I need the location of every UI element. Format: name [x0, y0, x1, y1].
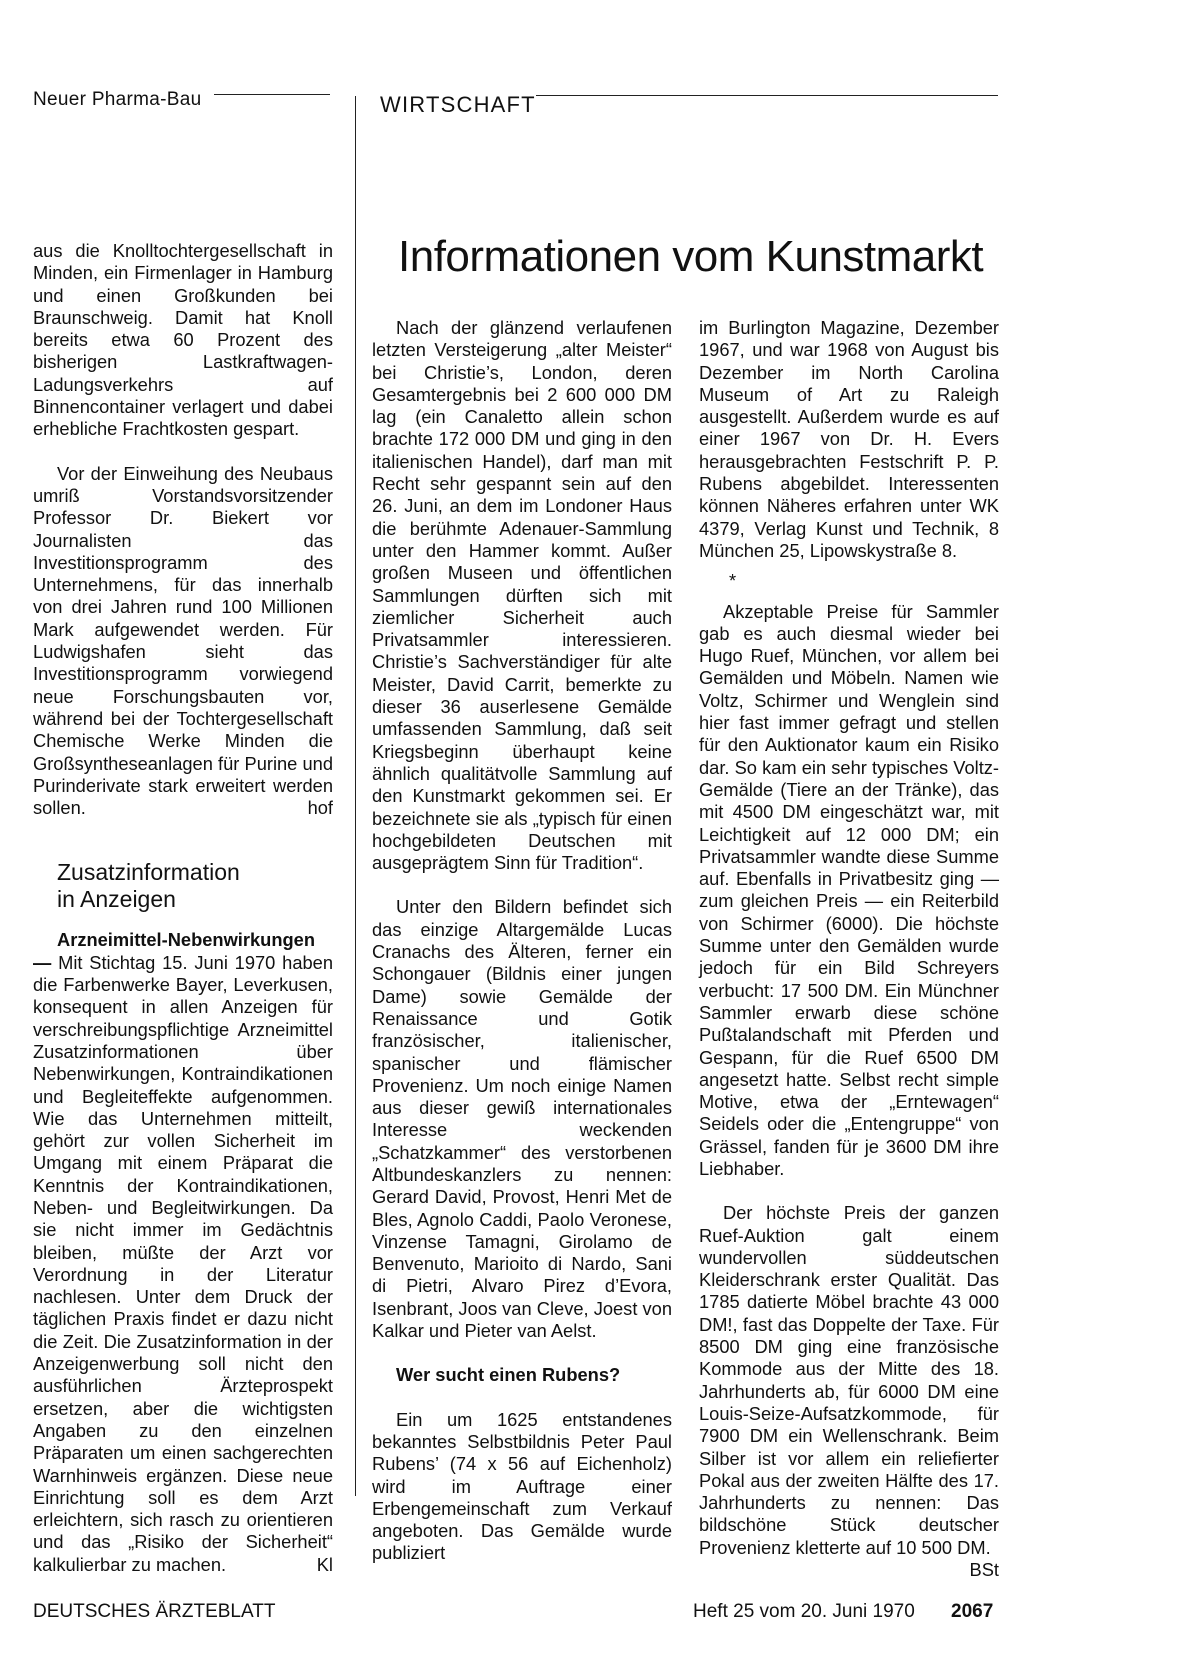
left-column — [33, 240, 333, 1576]
left-paragraph-2-text: Vor der Einweihung des Neubaus umriß Vorstandsvorsitzender Professor Dr. Biekert vor Journalisten das Investitionsprogramm des Unternehmens, für das innerhalb von drei Jahren rund 100 Millionen Mark aufgewendet werden. Für Ludwigshafen sieht das Investitionsprogramm vorwiegend neue Forschungsbauten vor, während bei der Tochtergesellschaft Chemische Werke Minden die Großsyntheseanlagen für Purine und Purinderivate stark erweitert werden sollen. — [33, 462, 333, 819]
left-paragraph-1: aus die Knolltochtergesellschaft in Minden, ein Firmenlager in Hamburg und einen Großkunden bei Braunschweig. Damit hat Knoll bereits etwa 60 Prozent des bisherigen Lastkraftwagen-Ladungsverkehrs auf Binnencontainer verlagert und dabei erhebliche Frachtkosten gespart. — [33, 240, 333, 440]
middle-column — [372, 317, 672, 1565]
right-paragraph-3-text: Der höchste Preis der ganzen Ruef-Auktion galt einem wundervollen süddeutschen Kleiderschrank erster Qualität. Das 1785 datierte Möbel brachte 43 000 DM!, fast das Doppelte der Taxe. Für 8500 DM ging eine französische Kommode aus der Mitte des 18. Jahrhunderts ab, für 6000 DM eine Louis-Seize-Aufsatzkommode, für 7900 DM ein Wellenschrank. Beim Silber ist vor allem ein reliefierter Pokal aus der zweiten Hälfte des 17. Jahrhunderts zu nennen: Das bildschöne Stück deutscher Provenienz kletterte auf 10 500 DM. — [699, 1202, 999, 1558]
left-lead-bold: Arzneimittel-Nebenwirkungen — — [33, 929, 315, 973]
left-subhead-line-1: Zusatzinformation — [57, 859, 240, 886]
middle-paragraph-3: Ein um 1625 entstandenes bekanntes Selbstbildnis Peter Paul Rubens’ (74 x 56 auf Eichenholz) wird im Auftrage einer Erbengemeinschaft zum Verkauf angeboten. Das Gemälde wurde publiziert — [372, 1408, 672, 1564]
middle-paragraph-2: Unter den Bildern befindet sich das einzige Altargemälde Lucas Cranachs des Älteren, ferner ein Schongauer (Bildnis einer jungen Dame) sowie Gemälde der Renaissance und Gotik französischer, italienischer, spanischer und flämischer Provenienz. Um noch einige Namen aus dieser gewiß internationales Interesse weckenden „Schatzkammer“ des verstorbenen Altbundeskanzlers zu nennen: Gerard David, Provost, Henri Met de Bles, Agnolo Caddi, Paolo Veronese, Vinzense Tamagni, Girolamo de Benvenuto, Marioito di Nardo, Sani di Pietri, Alvaro Pirez d’Evora, Isenbrant, Joos van Cleve, Joest von Kalkar und Pieter van Aelst. — [372, 896, 672, 1342]
right-paragraph-3 — [699, 1202, 999, 1581]
right-column — [699, 317, 999, 1581]
left-subhead-line-2: in Anzeigen — [57, 886, 176, 913]
author-sign-bst: BSt — [969, 1559, 999, 1581]
author-sign-kl: Kl — [316, 1553, 333, 1575]
right-paragraph-1: im Burlington Magazine, Dezember 1967, und war 1968 von August bis Dezember im North Carolina Museum of Art zu Raleigh ausgestellt. Außerdem wurde es auf einer 1967 von Dr. H. Evers herausgebrachten Festschrift P. P. Rubens abgebildet. Interessenten können Näheres erfahren unter WK 4379, Verlag Kunst und Technik, 8 München 25, Lipowskystraße 8. — [699, 317, 999, 561]
middle-paragraph-1: Nach der glänzend verlaufenen letzten Versteigerung „alter Meister“ bei Christie’s, London, deren Gesamtergebnis bei 2 600 000 DM lag (ein Canaletto allein schon brachte 172 000 DM und ging in den italienischen Handel), darf man mit Recht sehr gespannt sein auf den 26. Juni, an dem im Londoner Haus die berühmte Adenauer-Sammlung unter den Hammer kommt. Außer großen Museen und öffentlichen Sammlungen dürften sich mit ziemlicher Sicherheit auch Privatsammler interessieren. Christie’s Sachverständiger für alte Meister, David Carrit, bemerkte zu dieser 36 auserlesene Gemälde umfassenden Sammlung, daß seit Kriegsbeginn überhaupt keine ähnlich qualitätvolle Sammlung auf den Kunstmarkt gekommen sei. Er bezeichnete sie als „typisch für einen hochgebildeten Deutschen mit ausgeprägtem Sinn für Tradition“. — [372, 317, 672, 874]
footer-page-number — [951, 1601, 993, 1623]
section-label: WIRTSCHAFT — [380, 92, 536, 117]
column-divider — [355, 96, 356, 1496]
middle-subhead: Wer sucht einen Rubens? — [396, 1364, 621, 1386]
right-paragraph-2: Akzeptable Preise für Sammler gab es auch diesmal wieder bei Hugo Ruef, München, vor allem bei Gemälden und Möbeln. Namen wie Voltz, Schirmer und Wenglein sind hier fast immer gefragt und stellen für den Auktionator kaum ein Risiko dar. So kam ein sehr typisches Voltz-Gemälde (Tiere an der Tränke), das mit 4500 DM eingeschätzt war, mit Leichtigkeit auf 12 000 DM; ein Privatsammler wandte diese Summe auf. Ebenfalls in Privatbesitz ging — zum gleichen Preis — ein Reiterbild von Schirmer (6000). Die höchste Summe unter den Gemälden wurde jedoch für ein Bild Schreyers verbucht: 17 500 DM. Ein Münchner Sammler erwarb diese schöne Pußtalandschaft mit Pferden und Gespann, für die Ruef 6500 DM angesetzt hatte. Selbst recht simple Motive, etwa der „Erntewagen“ Seidels oder die „Entengruppe“ von Grässel, fanden für je 3600 DM ihre Liebhaber. — [699, 600, 999, 1179]
kicker-left: Neuer Pharma-Bau — [33, 89, 202, 110]
author-sign-hof: hof — [307, 797, 333, 819]
left-paragraph-2 — [33, 463, 333, 820]
left-paragraph-3-text: Mit Stichtag 15. Juni 1970 haben die Farbenwerke Bayer, Leverkusen, konsequent in allen Anzeigen für verschreibungspflichtige Arzneimittel Zusatzinformationen über Nebenwirkungen, Kontraindikationen und Begleiteffekte aufgenommen. Wie das Unternehmen mitteilt, gehört zur vollen Sicherheit im Umgang mit einem Präparat die Kenntnis der Kontraindikationen, Neben- und Begleitwirkungen. Da sie nicht immer im Gedächtnis bleiben, müßte der Arzt vor Verordnung in der Literatur nachlesen. Unter dem Druck der täglichen Praxis findet er dazu nicht die Zeit. Die Zusatzinformation in der Anzeigenwerbung soll nicht den ausführlichen Ärzteprospekt ersetzen, aber die wichtigsten Angaben zu den einzelnen Präparaten um einen sachgerechten Warnhinweis ergänzen. Diese neue Einrichtung soll es dem Arzt erleichtern, sich rasch zu orientieren und das „Risiko der Sicherheit“ kalkulierbar zu machen. — [33, 951, 333, 1575]
footer-page-number-text: 2067 — [951, 1601, 994, 1622]
kicker-rule-left — [214, 94, 330, 95]
footer-issue: Heft 25 vom 20. Juni 1970 — [693, 1601, 915, 1622]
left-subhead — [33, 859, 333, 913]
footer-journal: DEUTSCHES ÄRZTEBLATT — [33, 1601, 276, 1622]
section-rule — [536, 95, 998, 96]
separator-star: * — [729, 570, 737, 592]
article-headline: Informationen vom Kunstmarkt — [398, 232, 984, 281]
left-paragraph-3 — [33, 929, 333, 1576]
